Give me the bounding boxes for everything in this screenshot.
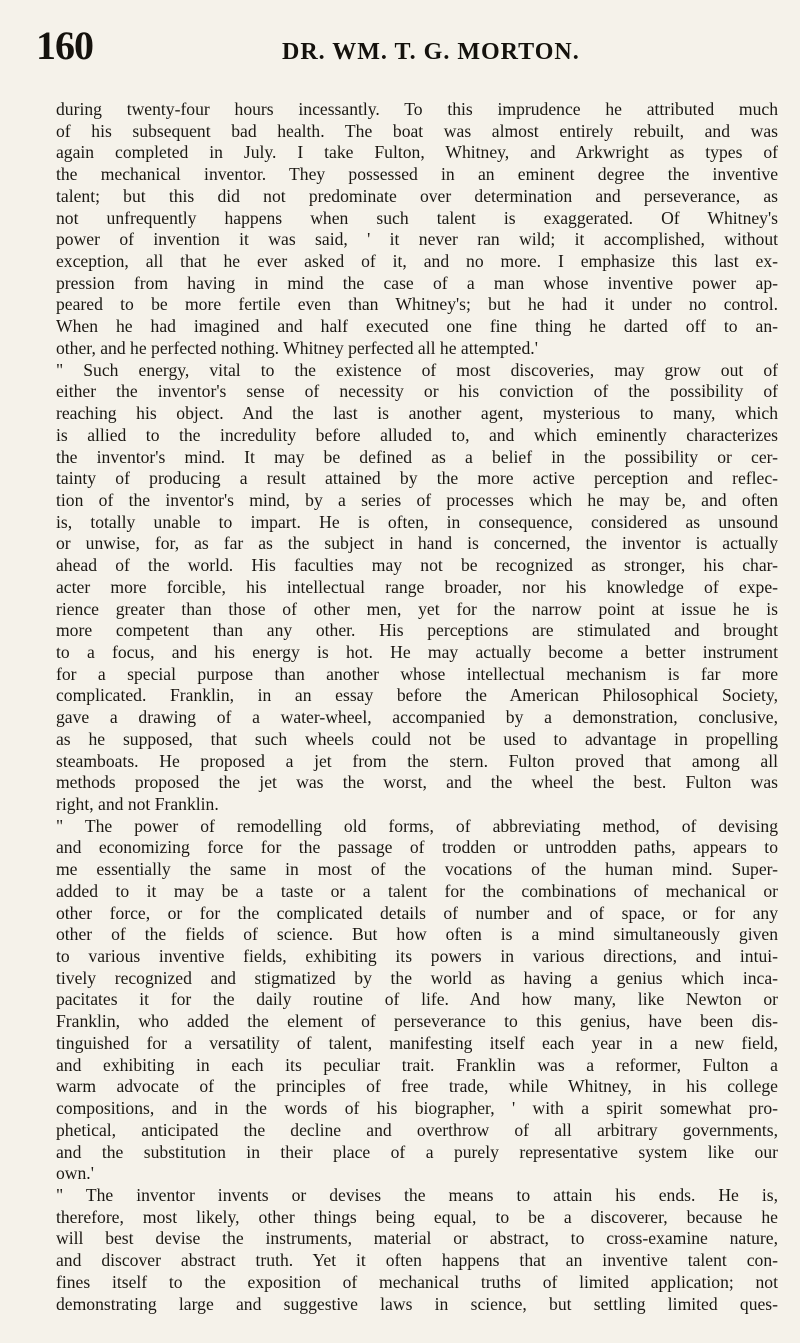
text-line: " Such energy, vital to the existence of most discoveries, may grow out of <box>56 359 778 380</box>
text-line: is allied to the incredulity before alluded to, and which eminently characterizes <box>56 424 778 445</box>
text-line: complicated. Franklin, in an essay before the American Philosophical Society, <box>56 685 778 706</box>
text-line: either the inventor's sense of necessity or his conviction of the possibility of <box>56 381 778 402</box>
text-line: tinguished for a versatility of talent, manifesting itself each year in a new field, <box>56 1032 778 1053</box>
text-line: more competent than any other. His perceptions are stimulated and brought <box>56 620 778 641</box>
text-line: When he had imagined and half executed one fine thing he darted off to an- <box>56 316 778 337</box>
text-line: or unwise, for, as far as the subject in hand is concerned, the inventor is actually <box>56 533 778 554</box>
text-line: " The power of remodelling old forms, of abbreviating method, of devising <box>56 815 778 836</box>
text-line: warm advocate of the principles of free trade, while Whitney, in his college <box>56 1076 778 1097</box>
text-line: own.' <box>56 1163 94 1184</box>
text-line: during twenty-four hours incessantly. To this imprudence he attributed much <box>56 99 778 119</box>
text-line: right, and not Franklin. <box>56 794 219 814</box>
text-line: acter more forcible, his intellectual range broader, nor his knowledge of expe- <box>56 576 778 597</box>
text-line: rience greater than those of other men, yet for the narrow point at issue he is <box>56 598 778 619</box>
text-line: tively recognized and stigmatized by the world as having a genius which inca- <box>56 967 778 988</box>
text-line: gave a drawing of a water-wheel, accompanied by a demonstration, conclusive, <box>56 707 778 728</box>
text-line: therefore, most likely, other things being equal, to be a discoverer, because he <box>56 1206 778 1227</box>
text-line: and the substitution in their place of a purely representative system like our <box>56 1141 778 1162</box>
text-line: and economizing force for the passage of trodden or untrodden paths, appears to <box>56 837 778 858</box>
text-line: power of invention it was said, ' it never ran wild; it accomplished, without <box>56 229 778 250</box>
text-line: reaching his object. And the last is another agent, mysterious to many, which <box>56 403 778 424</box>
text-line: Franklin, who added the element of perseverance to this genius, have been dis- <box>56 1011 778 1032</box>
text-line: will best devise the instruments, material or abstract, to cross-examine nature, <box>56 1228 778 1249</box>
running-head: DR. WM. T. G. MORTON. <box>282 39 580 65</box>
text-line: other of the fields of science. But how often is a mind simultaneously given <box>56 924 778 945</box>
text-line: demonstrating large and suggestive laws in science, but settling limited ques- <box>56 1293 778 1314</box>
text-line: methods proposed the jet was the worst, and the wheel the best. Fulton was <box>56 772 778 793</box>
text-line: fines itself to the exposition of mechanical truths of limited application; not <box>56 1271 778 1292</box>
text-line: peared to be more fertile even than Whitney's; but he had it under no control. <box>56 294 778 315</box>
text-line: as he supposed, that such wheels could not be used to advantage in propelling <box>56 728 778 749</box>
body-text <box>56 99 778 1315</box>
text-line: steamboats. He proposed a jet from the stern. Fulton proved that among all <box>56 750 778 771</box>
page-number: 160 <box>36 23 93 68</box>
text-line: phetical, anticipated the decline and overthrow of all arbitrary governments, <box>56 1119 778 1140</box>
text-line: the mechanical inventor. They possessed in an eminent degree the inventive <box>56 164 778 185</box>
page-header <box>0 22 800 72</box>
text-line: to a focus, and his energy is hot. He may actually become a better instrument <box>56 641 778 662</box>
text-line: other force, or for the complicated details of number and of space, or for any <box>56 902 778 923</box>
text-line: tainty of producing a result attained by the more active perception and reflec- <box>56 468 778 489</box>
text-line: me essentially the same in most of the vocations of the human mind. Super- <box>56 859 778 880</box>
text-line: for a special purpose than another whose intellectual mechanism is far more <box>56 663 778 684</box>
text-line: again completed in July. I take Fulton, Whitney, and Arkwright as types of <box>56 142 778 163</box>
text-line: other, and he perfected nothing. Whitney perfected all he attempted.' <box>56 337 538 358</box>
text-line: the inventor's mind. It may be defined as a belief in the possibility or cer- <box>56 446 778 467</box>
text-line: pression from having in mind the case of a man whose inventive power ap- <box>56 272 778 293</box>
text-line: and exhibiting in each its peculiar trait. Franklin was a reformer, Fulton a <box>56 1054 778 1075</box>
text-line: of his subsequent bad health. The boat was almost entirely rebuilt, and was <box>56 120 778 141</box>
text-line: talent; but this did not predominate over determination and perseverance, as <box>56 185 778 206</box>
text-line: ahead of the world. His faculties may not be recognized as stronger, his char- <box>56 555 778 576</box>
text-line: exception, all that he ever asked of it, and no more. I emphasize this last ex- <box>56 251 778 272</box>
text-line: not unfrequently happens when such talent is exaggerated. Of Whitney's <box>56 207 778 228</box>
text-line: tion of the inventor's mind, by a series of processes which he may be, and often <box>56 489 778 510</box>
text-line: added to it may be a taste or a talent for the combinations of mechanical or <box>56 880 778 901</box>
text-line: and discover abstract truth. Yet it often happens that an inventive talent con- <box>56 1250 778 1271</box>
text-line: to various inventive fields, exhibiting its powers in various directions, and intui- <box>56 946 778 967</box>
text-line: pacitates it for the daily routine of life. And how many, like Newton or <box>56 989 778 1010</box>
text-line: " The inventor invents or devises the means to attain his ends. He is, <box>56 1184 778 1205</box>
text-line: is, totally unable to impart. He is often, in consequence, considered as unsound <box>56 511 778 532</box>
text-line: compositions, and in the words of his biographer, ' with a spirit somewhat pro- <box>56 1098 778 1119</box>
